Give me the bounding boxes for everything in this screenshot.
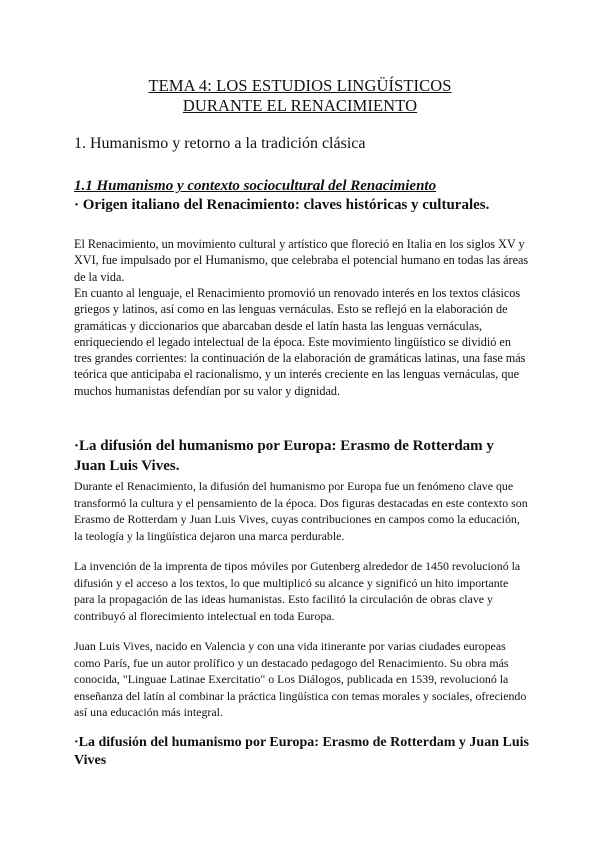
point-origen-heading: · Origen italiano del Renacimiento: claves históricas y culturales. — [74, 197, 490, 213]
paragraph-imprenta: La invención de la imprenta de tipos móviles por Gutenberg alrededor de 1450 revolucionó la difusión y el acceso a los textos, lo que multiplicó su alcance y significó un hito importante para la propagación de las ideas humanistas. Esto facilitó la circulación de obras clave y contribuyó al florecimiento intelectual en toda Europa. — [74, 559, 521, 623]
document-title-line-1: TEMA 4: LOS ESTUDIOS LINGÜÍSTICOS — [148, 76, 452, 95]
point-difusion-heading: ·La difusión del humanismo por Europa: Erasmo de Rotterdam y Juan Luis Vives. — [74, 438, 494, 474]
point-difusion-heading-repeat: ·La difusión del humanismo por Europa: Erasmo de Rotterdam y Juan Luis Vives — [74, 735, 529, 768]
paragraph-difusion: Durante el Renacimiento, la difusión del humanismo por Europa fue un fenómeno clave que transformó la cultura y el pensamiento de la época. Dos figuras destacadas en este contexto son Erasmo de Rotterdam y Juan Luis Vives, cuyas contribuciones en campos como la educación, la teología y la lingüística dejaron una marca perdurable. — [74, 479, 528, 543]
document-title-line-2: DURANTE EL RENACIMIENTO — [182, 96, 418, 115]
paragraph-renacimiento-intro: El Renacimiento, un movimiento cultural y artístico que floreció en Italia en los siglos XV y XVI, fue impulsado por el Humanismo, que celebraba el potencial humano en todas las áreas de la vida. — [74, 237, 529, 284]
subsection-1-1-heading: 1.1 Humanismo y contexto sociocultural del Renacimiento — [74, 178, 437, 194]
section-1-heading: 1. Humanismo y retorno a la tradición clásica — [74, 135, 366, 152]
paragraph-lenguaje: En cuanto al lenguaje, el Renacimiento promovió un renovado interés en los textos clásicos griegos y latinos, así como en las lenguas vernáculas. Esto se reflejó en la elaboración de gramáticas y diccionarios que abarcaban desde el latín hasta las lenguas vernáculas, enriqueciendo el legado intelectual de la época. Este movimiento lingüístico se dividió en tres grandes corrientes: la continuación de la elaboración de gramáticas latinas, una fase más teórica que anticipaba el racionalismo, y un interés creciente en las lenguas vernáculas, que muchos humanistas defendían por su valor y dignidad. — [74, 286, 526, 398]
paragraph-vives: Juan Luis Vives, nacido en Valencia y con una vida itinerante por varias ciudades europeas como París, fue un autor prolífico y un destacado pedagogo del Renacimiento. Su obra más conocida, "Linguae Latinae Exercitatio" o Los Diálogos, publicada en 1539, revolucionó la enseñanza del latín al combinar la práctica lingüística con temas morales y sociales, ofreciendo así una educación más integral. — [74, 639, 527, 720]
